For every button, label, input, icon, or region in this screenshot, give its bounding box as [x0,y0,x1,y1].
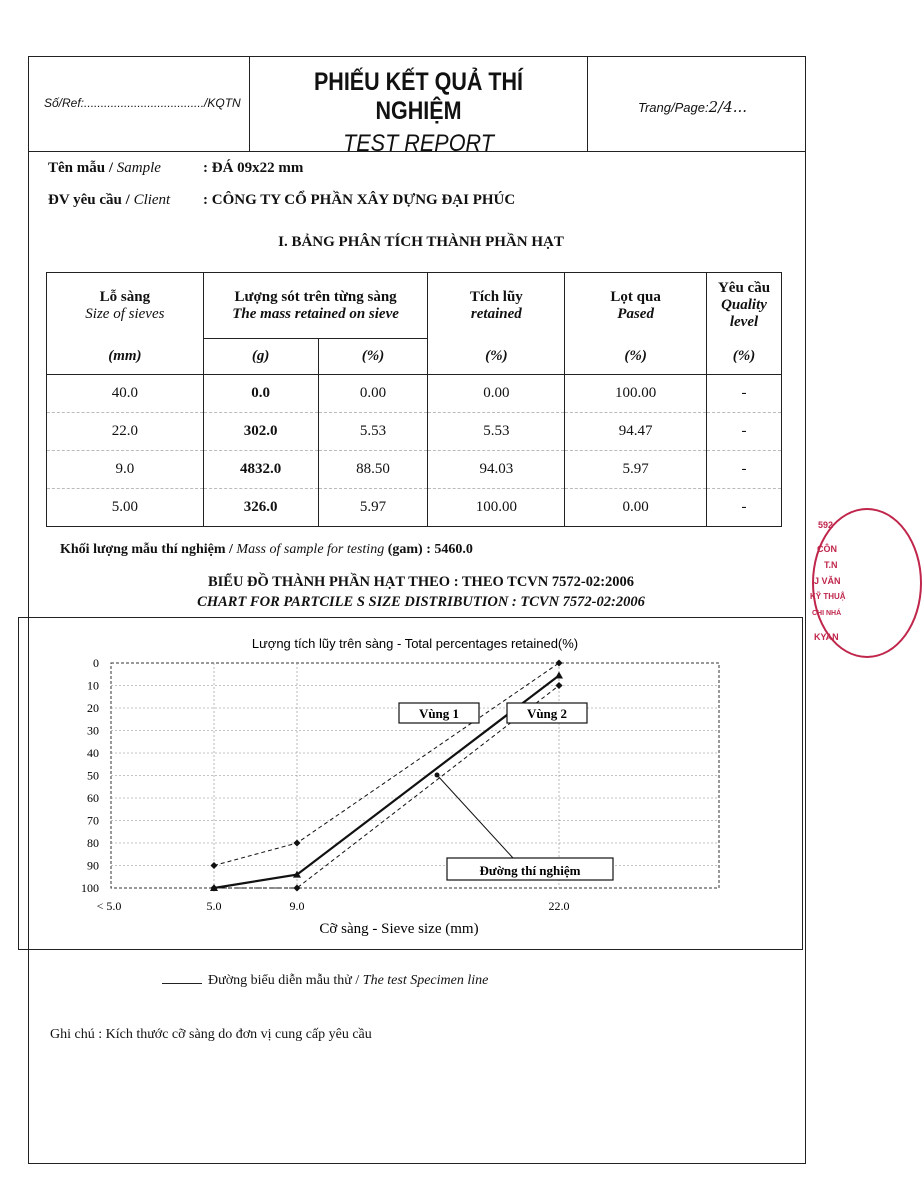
cell-pass: 94.47 [565,413,707,451]
title-en: TEST REPORT [343,130,494,157]
col-cum-vn: Tích lũy [469,288,523,305]
cell-cum: 5.53 [428,413,565,451]
cell-cum: 100.00 [428,489,565,527]
cell-pass: 5.97 [565,451,707,489]
table-row [47,375,782,413]
ref-number: Số/Ref:..................................../KQTN [44,96,241,110]
y-tick-label: 10 [87,678,99,693]
y-tick-label: 90 [87,858,99,873]
unit-mm: (mm) [47,339,204,375]
unit-pass-pct: (%) [565,339,707,375]
grading-chart [19,618,804,951]
ref-cell [28,56,250,152]
client-label-en: Client [133,192,171,208]
cell-mass-pct: 88.50 [318,451,428,489]
cell-mass-pct: 0.00 [318,375,428,413]
legend-text-en: The test Specimen line [362,973,489,988]
stamp-line: KỸ THUẬ [810,592,846,601]
col-cum-header [428,273,565,339]
data-point [555,671,563,678]
col-req-en1: Quality [721,297,767,314]
col-cum-en: retained [470,305,522,322]
title-vn: PHIẾU KẾT QUẢ THÍ NGHIỆM [313,68,524,125]
cell-mass-pct: 5.97 [318,489,428,527]
stamp-line: CHI NHÁ [812,610,842,617]
client-label-vn: ĐV yêu cầu / [48,192,134,208]
y-tick-label: 40 [87,746,99,760]
y-tick-label: 20 [87,701,99,715]
mass-value: 5460.0 [434,542,473,557]
unit-req-pct: (%) [707,339,782,375]
mass-label-vn: Khối lượng mẫu thí nghiệm / [60,542,237,557]
report-header [28,56,806,157]
y-tick-label: 70 [87,813,99,828]
cell-req: - [707,413,782,451]
data-point [555,682,562,689]
cell-size: 5.00 [47,489,204,527]
col-req-header [707,273,782,339]
col-mass-header [203,273,428,339]
table-row [47,413,782,451]
annotation-pointer-dot [435,773,440,778]
cell-mass-pct: 5.53 [318,413,428,451]
col-pass-en: Pased [617,305,654,322]
stamp-line: CÔN [817,544,837,554]
col-sieve-header [47,273,204,339]
stamp-line: KYAN [814,632,839,642]
sample-mass [60,542,473,558]
company-stamp [808,508,846,658]
cell-req: - [707,451,782,489]
col-req-en2: level [729,314,759,331]
col-mass-en: The mass retained on sieve [232,305,399,322]
legend-text-vn: Đường biểu diễn mẫu thử / [208,973,363,988]
cell-pass: 0.00 [565,489,707,527]
cell-pass: 100.00 [565,375,707,413]
cell-mass-g: 326.0 [203,489,318,527]
col-sieve-en: Size of sieves [85,305,165,322]
cell-req: - [707,489,782,527]
x-tick-label: < 5.0 [96,899,122,913]
mass-label-en: Mass of sample for testing [236,542,385,557]
legend [162,973,488,989]
annotation-pointer [437,775,513,858]
col-req-vn: Yêu cầu [717,280,771,297]
title-cell [250,56,588,157]
x-axis-label: Cỡ sàng - Sieve size (mm) [319,921,479,937]
y-tick-label: 0 [93,656,99,670]
annotation-vung-1: Vùng 1 [418,706,460,721]
y-tick-label: 100 [81,881,99,895]
cell-mass-g: 4832.0 [203,451,318,489]
sample-value: : ĐÁ 09x22 mm [203,160,304,176]
note: Ghi chú : Kích thước cỡ sàng do đơn vị cung cấp yêu cầu [50,1027,372,1042]
x-tick-label: 22.0 [548,899,570,913]
chart-title: Lượng tích lũy trên sàng - Total percentages retained(%) [251,636,579,651]
cell-req: - [707,375,782,413]
page-value: 2/4... [708,98,748,116]
cell-cum: 94.03 [428,451,565,489]
col-pass-vn: Lọt qua [610,288,661,305]
chart-container [18,617,803,950]
series-line-1 [214,663,559,866]
chart-title-vn: BIỂU ĐỒ THÀNH PHẦN HẠT THEO : THEO TCVN 7572-02:2006 [207,574,635,590]
page-cell [588,56,806,152]
annotation-test-line: Đường thí nghiệm [479,863,581,878]
col-sieve-vn: Lỗ sàng [99,288,151,305]
unit-cum-pct: (%) [428,339,565,375]
page-label: Trang/Page: [638,100,709,115]
client-value: : CÔNG TY CỔ PHẦN XÂY DỰNG ĐẠI PHÚC [203,192,516,208]
cell-cum: 0.00 [428,375,565,413]
cell-mass-g: 302.0 [203,413,318,451]
data-point [293,839,300,846]
client-row [48,192,516,209]
stamp-line: T.N [824,560,838,570]
col-mass-vn: Lượng sót trên từng sàng [234,288,397,305]
stamp-line: 592 [818,520,834,530]
unit-mass-pct: (%) [318,339,428,375]
sieve-table [46,272,782,527]
sample-label-en: Sample [116,160,161,176]
y-tick-label: 50 [87,768,99,783]
page-number [638,98,747,116]
y-tick-label: 60 [87,791,99,805]
cell-size: 40.0 [47,375,204,413]
col-pass-header [565,273,707,339]
cell-size: 22.0 [47,413,204,451]
legend-line-swatch [162,983,202,984]
unit-g: (g) [203,339,318,375]
sample-label-vn: Tên mẫu / [48,160,117,176]
y-tick-label: 80 [87,836,99,850]
mass-unit: (gam) : [384,542,435,557]
sample-row [48,160,304,177]
cell-mass-g: 0.0 [203,375,318,413]
chart-title-en: CHART FOR PARTCILE S SIZE DISTRIBUTION : TCVN 7572-02:2006 [197,594,645,610]
section-title: I. BẢNG PHÂN TÍCH THÀNH PHẦN HẠT [278,234,564,250]
table-row [47,451,782,489]
x-tick-label: 5.0 [206,899,222,913]
stamp-line: J VĂN [814,576,841,586]
annotation-vung-2: Vùng 2 [526,706,568,721]
data-point [210,862,217,869]
table-row [47,489,782,527]
data-point [555,659,562,666]
cell-size: 9.0 [47,451,204,489]
y-tick-label: 30 [87,723,99,738]
x-tick-label: 9.0 [289,899,305,913]
